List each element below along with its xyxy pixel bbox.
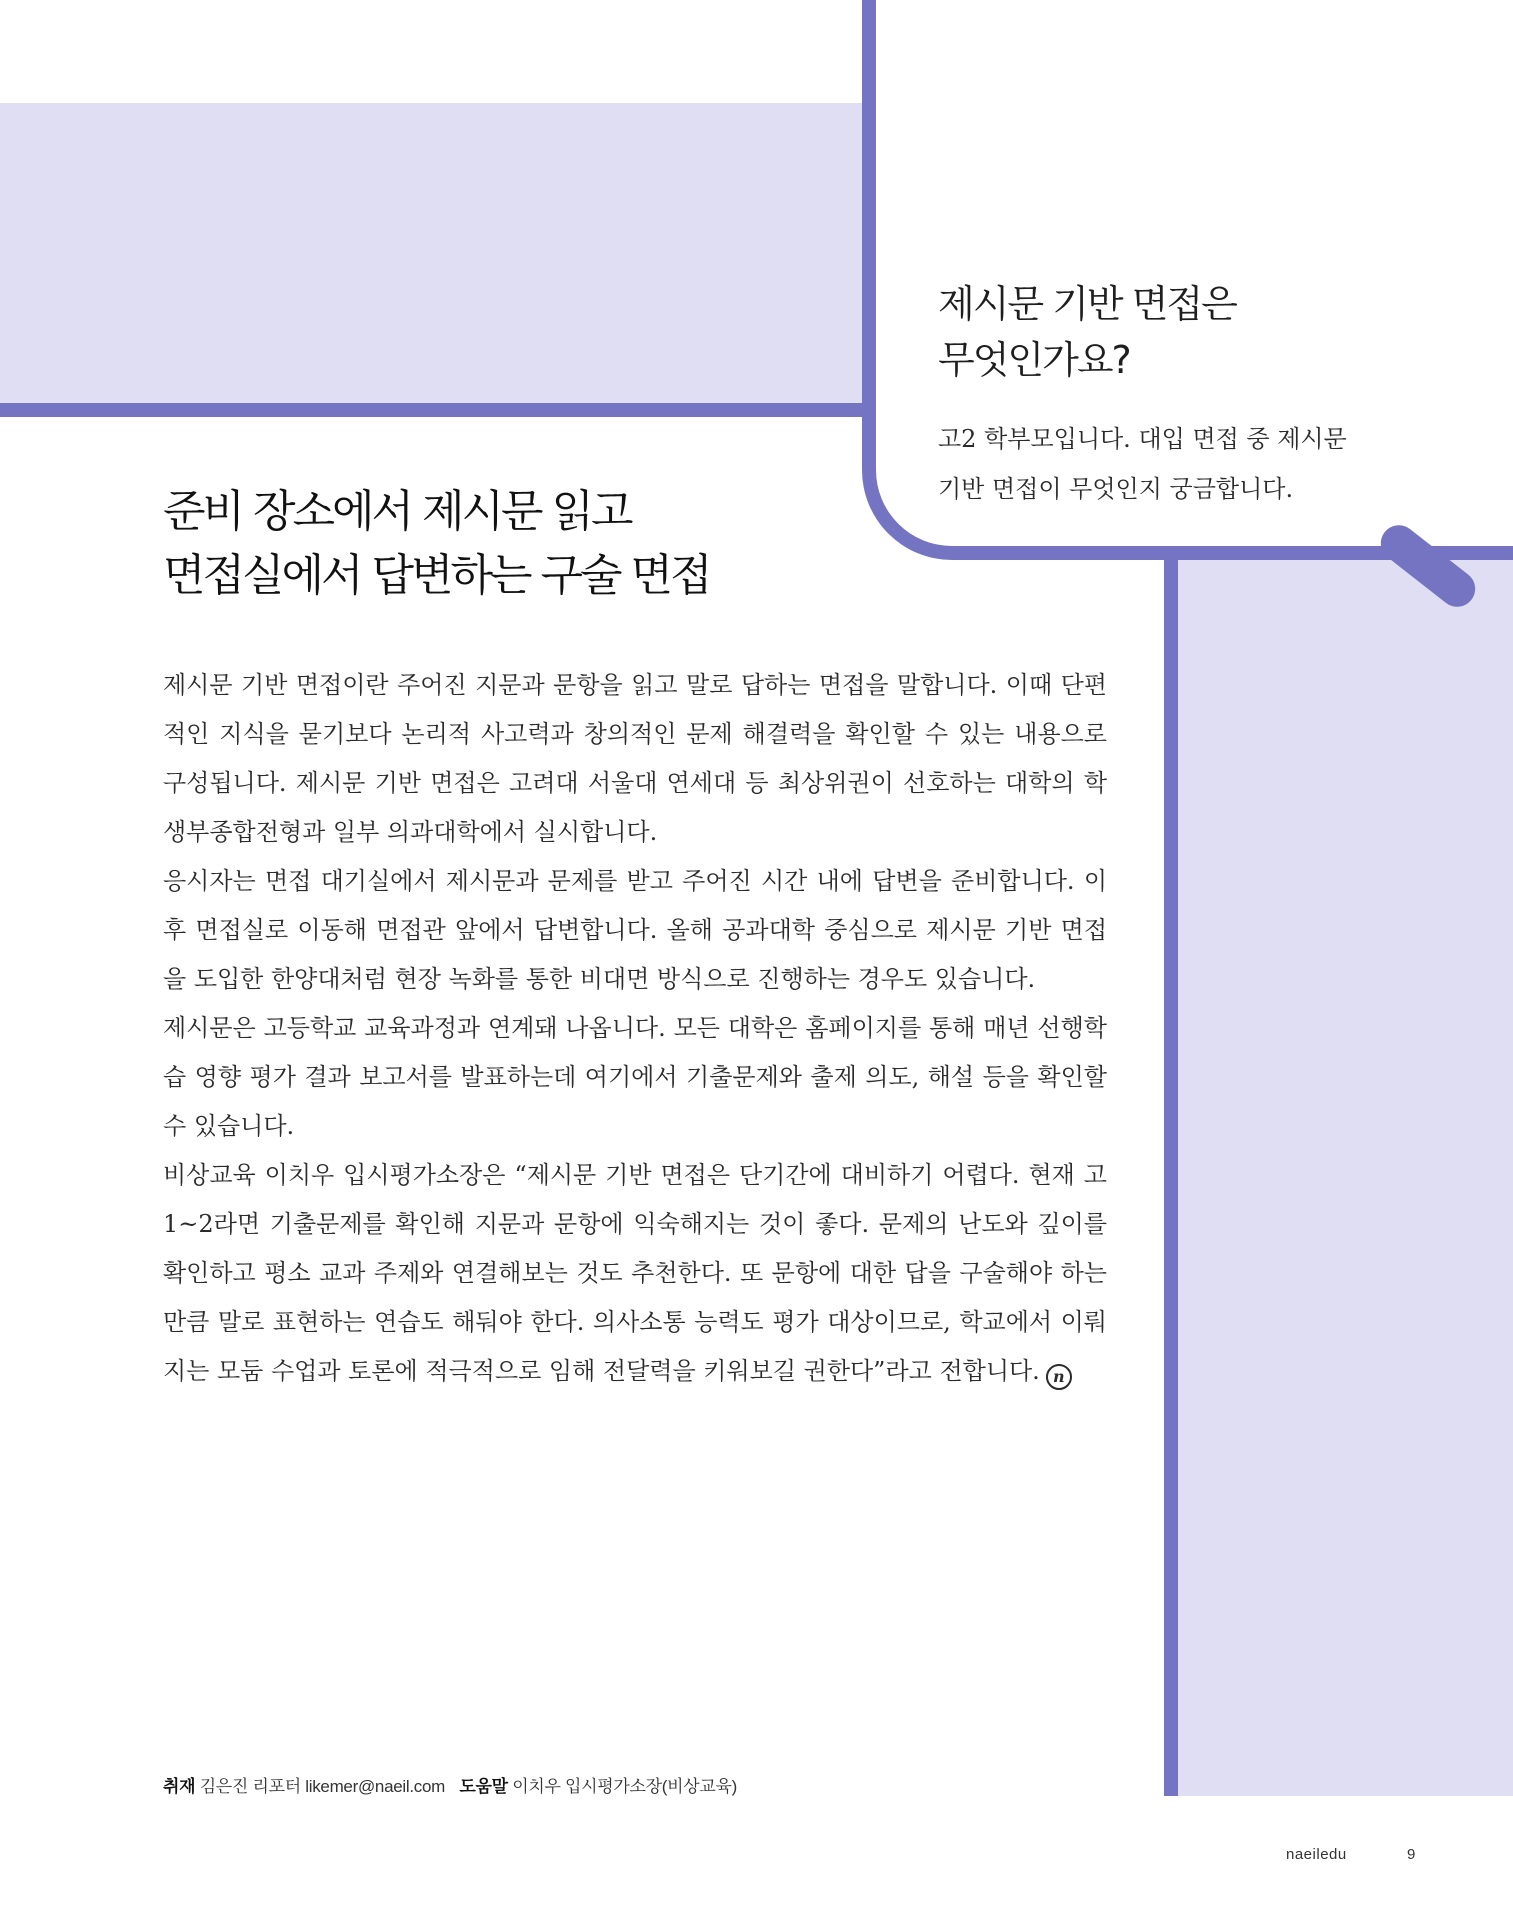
body-paragraph-text: 비상교육 이치우 입시평가소장은 “제시문 기반 면접은 단기간에 대비하기 어렵다. 현재 고1~2라면 기출문제를 확인해 지문과 문항에 익숙해지는 것이 좋다. 문제의 난도와 깊이를 확인하고 평소 교과 주제와 연결해보는 것도 추천한다. 또 문항에 대한 답을 구술해야 하는 만큼 말로 표현하는 연습도 해둬야 한다. 의사소통 능력도 평가 대상이므로, 학교에서 이뤄지는 모둠 수업과 토론에 적극적으로 임해 전달력을 키워보길 권한다”라고 전합니다.	[163, 1161, 1107, 1385]
credit-reporter: 김은진 리포터 likemer@naeil.com	[199, 1777, 445, 1796]
article-headline: 준비 장소에서 제시문 읽고 면접실에서 답변하는 구술 면접	[163, 486, 710, 601]
credit-helper-label: 도움말	[459, 1777, 508, 1796]
body-paragraph: 제시문 기반 면접이란 주어진 지문과 문항을 읽고 말로 답하는 면접을 말합니다. 이때 단편적인 지식을 묻기보다 논리적 사고력과 창의적인 문제 해결력을 확인할 수 있는 내용으로 구성됩니다. 제시문 기반 면접은 고려대 서울대 연세대 등 최상위권이 선호하는 대학의 학생부종합전형과 일부 의과대학에서 실시합니다.	[163, 671, 1107, 846]
right-shade-panel	[1178, 560, 1513, 1796]
question-title: 제시문 기반 면접은 무엇인가요?	[938, 282, 1236, 382]
question-text: 고2 학부모입니다. 대입 면접 중 제시문 기반 면접이 무엇인지 궁금합니다.	[938, 425, 1347, 503]
article-credit	[163, 1772, 747, 1797]
right-vertical-rule	[1164, 553, 1178, 1796]
credit-reporter-label: 취재	[163, 1777, 196, 1796]
body-paragraph-last	[163, 1151, 1107, 1396]
credit-helper: 이치우 입시평가소장(비상교육)	[512, 1777, 737, 1796]
article-body	[163, 661, 1107, 1396]
body-paragraph: 제시문은 고등학교 교육과정과 연계돼 나옵니다. 모든 대학은 홈페이지를 통해 매년 선행학습 영향 평가 결과 보고서를 발표하는데 여기에서 기출문제와 출제 의도, 해설 등을 확인할 수 있습니다.	[163, 1014, 1107, 1140]
footer-brand: naeiledu	[1286, 1846, 1347, 1863]
end-mark-icon: n	[1046, 1364, 1072, 1390]
body-paragraph: 응시자는 면접 대기실에서 제시문과 문제를 받고 주어진 시간 내에 답변을 준비합니다. 이후 면접실로 이동해 면접관 앞에서 답변합니다. 올해 공과대학 중심으로 제시문 기반 면접을 도입한 한양대처럼 현장 녹화를 통한 비대면 방식으로 진행하는 경우도 있습니다.	[163, 867, 1107, 993]
top-shade-panel	[0, 103, 862, 403]
page-number: 9	[1407, 1846, 1416, 1863]
top-horizontal-rule	[0, 403, 872, 417]
